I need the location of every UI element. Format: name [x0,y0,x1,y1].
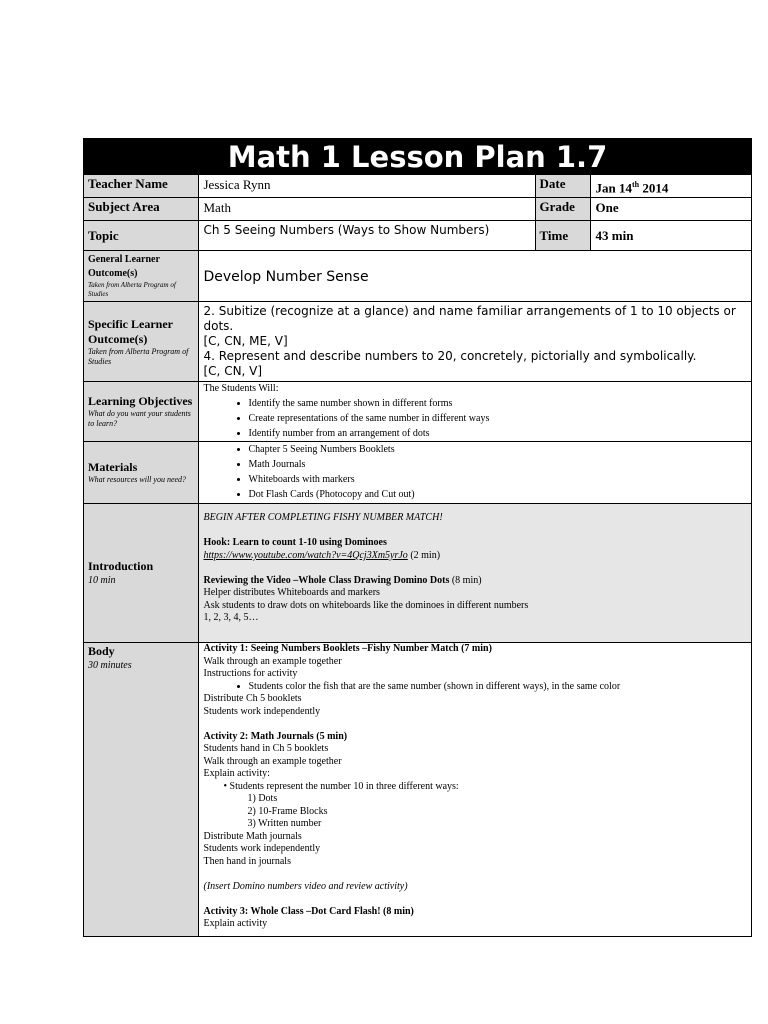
material-item: • Math Journals [249,457,747,472]
activity-2-bullet: • Students represent the number 10 in three different ways: [223,780,459,792]
date-suffix: th [631,180,640,189]
activity-line: Distribute Ch 5 booklets [203,693,302,705]
slo-line: 2. Subitize (recognize at a glance) and name familiar arrangements of 1 to 10 objects or dots. [203,304,736,334]
objective-item: • Create representations of the same number in different ways [249,411,747,426]
slo-line: [C, CN, ME, V] [203,334,288,349]
objective-item: • Identify the same number shown in different forms [249,396,747,411]
activity-line: Students work independently [203,843,321,855]
activity-2-way: 3) Written number [247,818,322,830]
introduction-review-line [204,575,747,588]
body-label-cell [84,643,198,936]
activity-line: Walk through an example together [203,755,342,767]
page-title: Math 1 Lesson Plan 1.7 [84,139,751,175]
time-value: 43 min [590,221,751,251]
objective-item: • Identify number from an arrangement of dots [249,426,747,441]
date-main: Jan 14 [595,180,632,196]
objectives-label-cell [84,382,198,442]
glo-label: General Learner Outcome(s) [88,254,160,280]
materials-question: What resources will you need? [88,475,187,485]
insert-note: (Insert Domino numbers video and review activity) [203,880,408,892]
grade-label: Grade [539,199,575,215]
activity-2-title: Activity 2: Math Journals (5 min) [203,730,348,742]
activity-line: Then hand in journals [203,855,291,867]
topic-row [84,221,751,251]
materials-label-cell [84,442,198,504]
activity-line: Walk through an example together [203,655,342,667]
glo-value-cell [198,251,751,302]
slo-line: 4. Represent and describe numbers to 20, concretely, pictorially and symbolically. [203,349,697,364]
objectives-row [84,382,751,442]
youtube-link[interactable]: https://www.youtube.com/watch?v=4Qcj3Xm5yrJo [203,549,408,561]
introduction-line: Ask students to draw dots on whiteboards like the dominoes in different numbers [203,599,529,611]
activity-line: Distribute Math journals [203,830,302,842]
introduction-line: Helper distributes Whiteboards and markers [203,587,380,599]
objectives-label: Learning Objectives [88,394,193,409]
material-item: • Chapter 5 Seeing Numbers Booklets [249,442,747,457]
objectives-value-cell [198,382,751,442]
grade-value: One [590,198,751,221]
introduction-review-time: (8 min) [449,574,482,586]
activity-2-way: 1) Dots [247,793,278,805]
teacher-name: Jessica Rynn [198,175,535,198]
subject-row [84,198,751,221]
link-duration: (2 min) [407,549,441,561]
glo-source: Taken from Alberta Program of Studies [88,281,176,299]
introduction-row [84,504,751,643]
slo-label: Specific Learner Outcome(s) [88,316,173,346]
slo-row [84,302,751,382]
topic-label: Topic [88,227,119,243]
introduction-link-line [204,550,747,563]
materials-list [204,442,747,502]
body-row [84,643,751,936]
introduction-label-cell [84,504,198,643]
objectives-question: What do you want your students to learn? [88,409,191,429]
lesson-plan-table [84,175,751,936]
introduction-hook: Hook: Learn to count 1-10 using Dominoes [203,537,387,549]
activity-line: Students hand in Ch 5 booklets [203,743,329,755]
subject-label: Subject Area [88,199,160,215]
body-label: Body [88,644,115,659]
introduction-review-title: Reviewing the Video –Whole Class Drawing Domino Dots [203,574,450,586]
slo-source: Taken from Alberta Program of Studies [88,346,189,366]
teacher-label: Teacher Name [88,176,168,191]
activity-line: Instructions for activity [203,668,298,680]
activity-line: Explain activity: [203,768,270,780]
materials-label: Materials [88,460,138,475]
body-duration: 30 minutes [88,660,132,672]
activity-2-way: 2) 10-Frame Blocks [247,805,328,817]
subject-label-cell [84,198,198,221]
introduction-line: 1, 2, 3, 4, 5… [203,612,259,624]
lesson-plan [83,138,752,937]
time-label-cell [535,221,590,251]
introduction-begin-note: BEGIN AFTER COMPLETING FISHY NUMBER MATCH! [203,512,443,524]
activity-line: Explain activity [203,918,268,930]
body-value-cell [198,643,751,936]
material-item: • Whiteboards with markers [249,472,747,487]
slo-value-cell [198,302,751,382]
subject-value: Math [198,198,535,221]
teacher-label-cell [84,175,198,198]
topic-value: Ch 5 Seeing Numbers (Ways to Show Numbers) [198,221,535,251]
materials-value-cell [198,442,751,504]
introduction-label: Introduction [88,559,154,574]
objectives-intro: The Students Will: [203,383,279,395]
date-year: 2014 [639,180,669,196]
glo-label-cell [84,251,198,302]
materials-row [84,442,751,504]
introduction-duration: 10 min [88,575,116,587]
date-value [590,175,751,198]
activity-1-title: Activity 1: Seeing Numbers Booklets –Fishy Number Match (7 min) [203,643,492,655]
material-item: • Dot Flash Cards (Photocopy and Cut out) [249,487,747,502]
activity-3-title: Activity 3: Whole Class –Dot Card Flash! (8 min) [203,905,414,917]
glo-row [84,251,751,302]
teacher-row [84,175,751,198]
topic-label-cell [84,221,198,251]
introduction-value-cell [198,504,751,643]
glo-value: Develop Number Sense [203,268,369,285]
objectives-list [204,396,747,441]
activity-1-list [204,681,747,694]
date-label: Date [539,176,566,191]
slo-label-cell [84,302,198,382]
date-label-cell [535,175,590,198]
activity-line: Students work independently [203,705,321,717]
activity-1-bullet: • Students color the fish that are the same number (shown in different ways), in the same color [249,681,747,694]
slo-line: [C, CN, V] [203,364,263,379]
grade-label-cell [535,198,590,221]
time-label: Time [539,227,569,243]
